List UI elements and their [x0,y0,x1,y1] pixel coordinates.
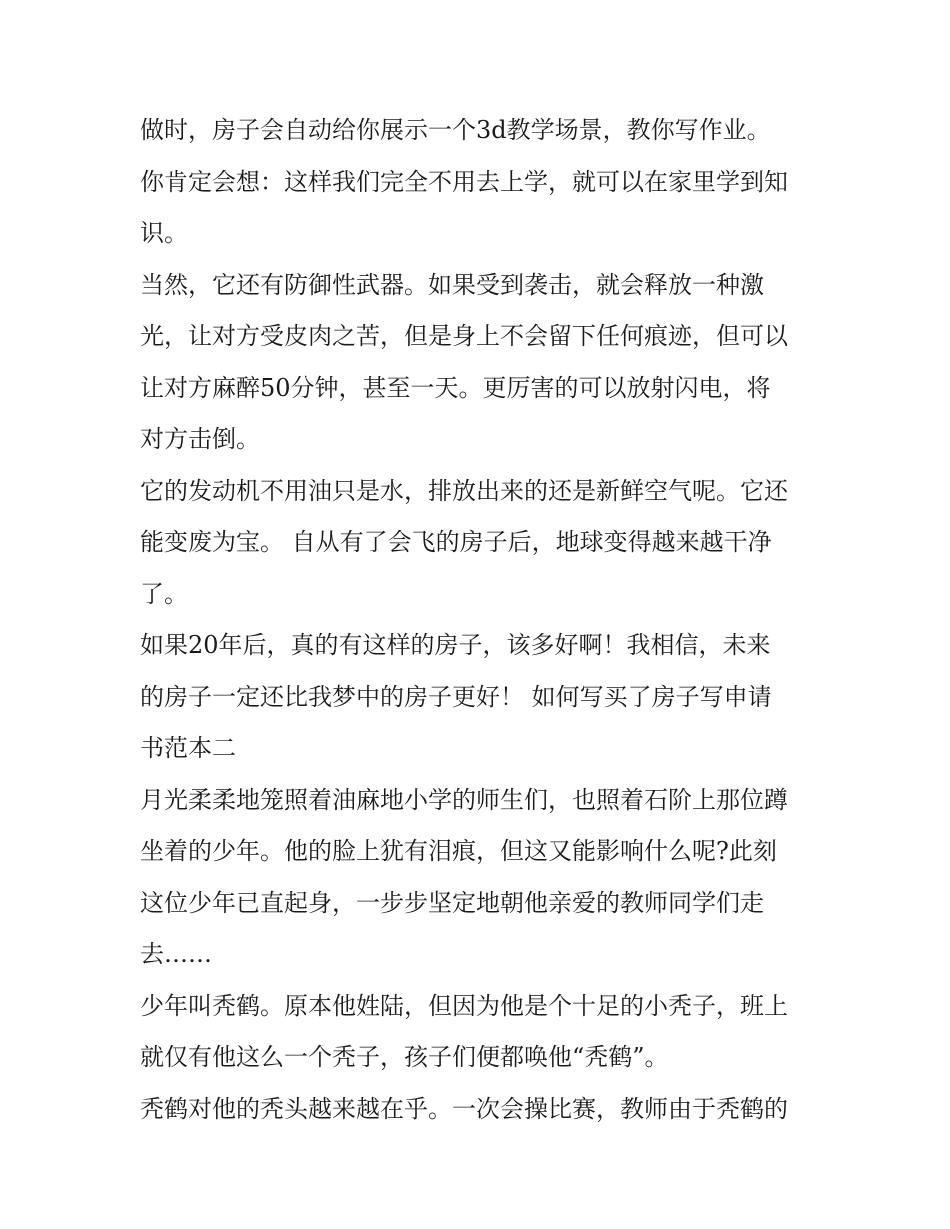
text-line: 做时，房子会自动给你展示一个3d教学场景，教你写作业。 [140,116,771,144]
text-line: 它的发动机不用油只是水，排放出来的还是新鲜空气呢。它还 [140,476,788,505]
text-line: 月光柔柔地笼照着油麻地小学的师生们，也照着石阶上那位蹲 [140,785,788,814]
text-line: 你肯定会想：这样我们完全不用去上学，就可以在家里学到知 [140,167,788,196]
text-line: 了。 [140,579,188,608]
text-line: 就仅有他这么一个秃子，孩子们便都唤他“秃鹤”。 [140,1043,669,1071]
text-line: 当然，它还有防御性武器。如果受到袭击，就会释放一种激 [140,270,764,299]
text-line: 的房子一定还比我梦中的房子更好！ 如何写买了房子写申请 [140,682,772,711]
text-line: 对方击倒。 [140,425,260,453]
text-line: 光，让对方受皮肉之苦，但是身上不会留下任何痕迹，但可以 [140,322,788,350]
text-line: 让对方麻醉50分钟，甚至一天。更厉害的可以放射闪电，将 [140,373,771,402]
text-line: 这位少年已直起身，一步步坚定地朝他亲爱的教师同学们走 [140,888,764,917]
text-line: 书范本二 [140,734,236,762]
text-line: 能变废为宝。 自从有了会飞的房子后，地球变得越来越干净 [140,528,772,556]
text-line: 识。 [140,219,188,247]
text-line: 坐着的少年。他的脸上犹有泪痕，但这又能影响什么呢?此刻 [140,837,777,865]
text-line: 如果20年后，真的有这样的房子，该多好啊！我相信，未来 [140,631,771,659]
body-text [140,105,820,1135]
text-line: 少年叫秃鹤。原本他姓陆，但因为他是个十足的小秃子，班上 [140,991,788,1020]
text-line: 去…… [140,940,212,968]
text-line: 秃鹤对他的秃头越来越在乎。一次会操比赛，教师由于秃鹤的 [140,1094,788,1123]
